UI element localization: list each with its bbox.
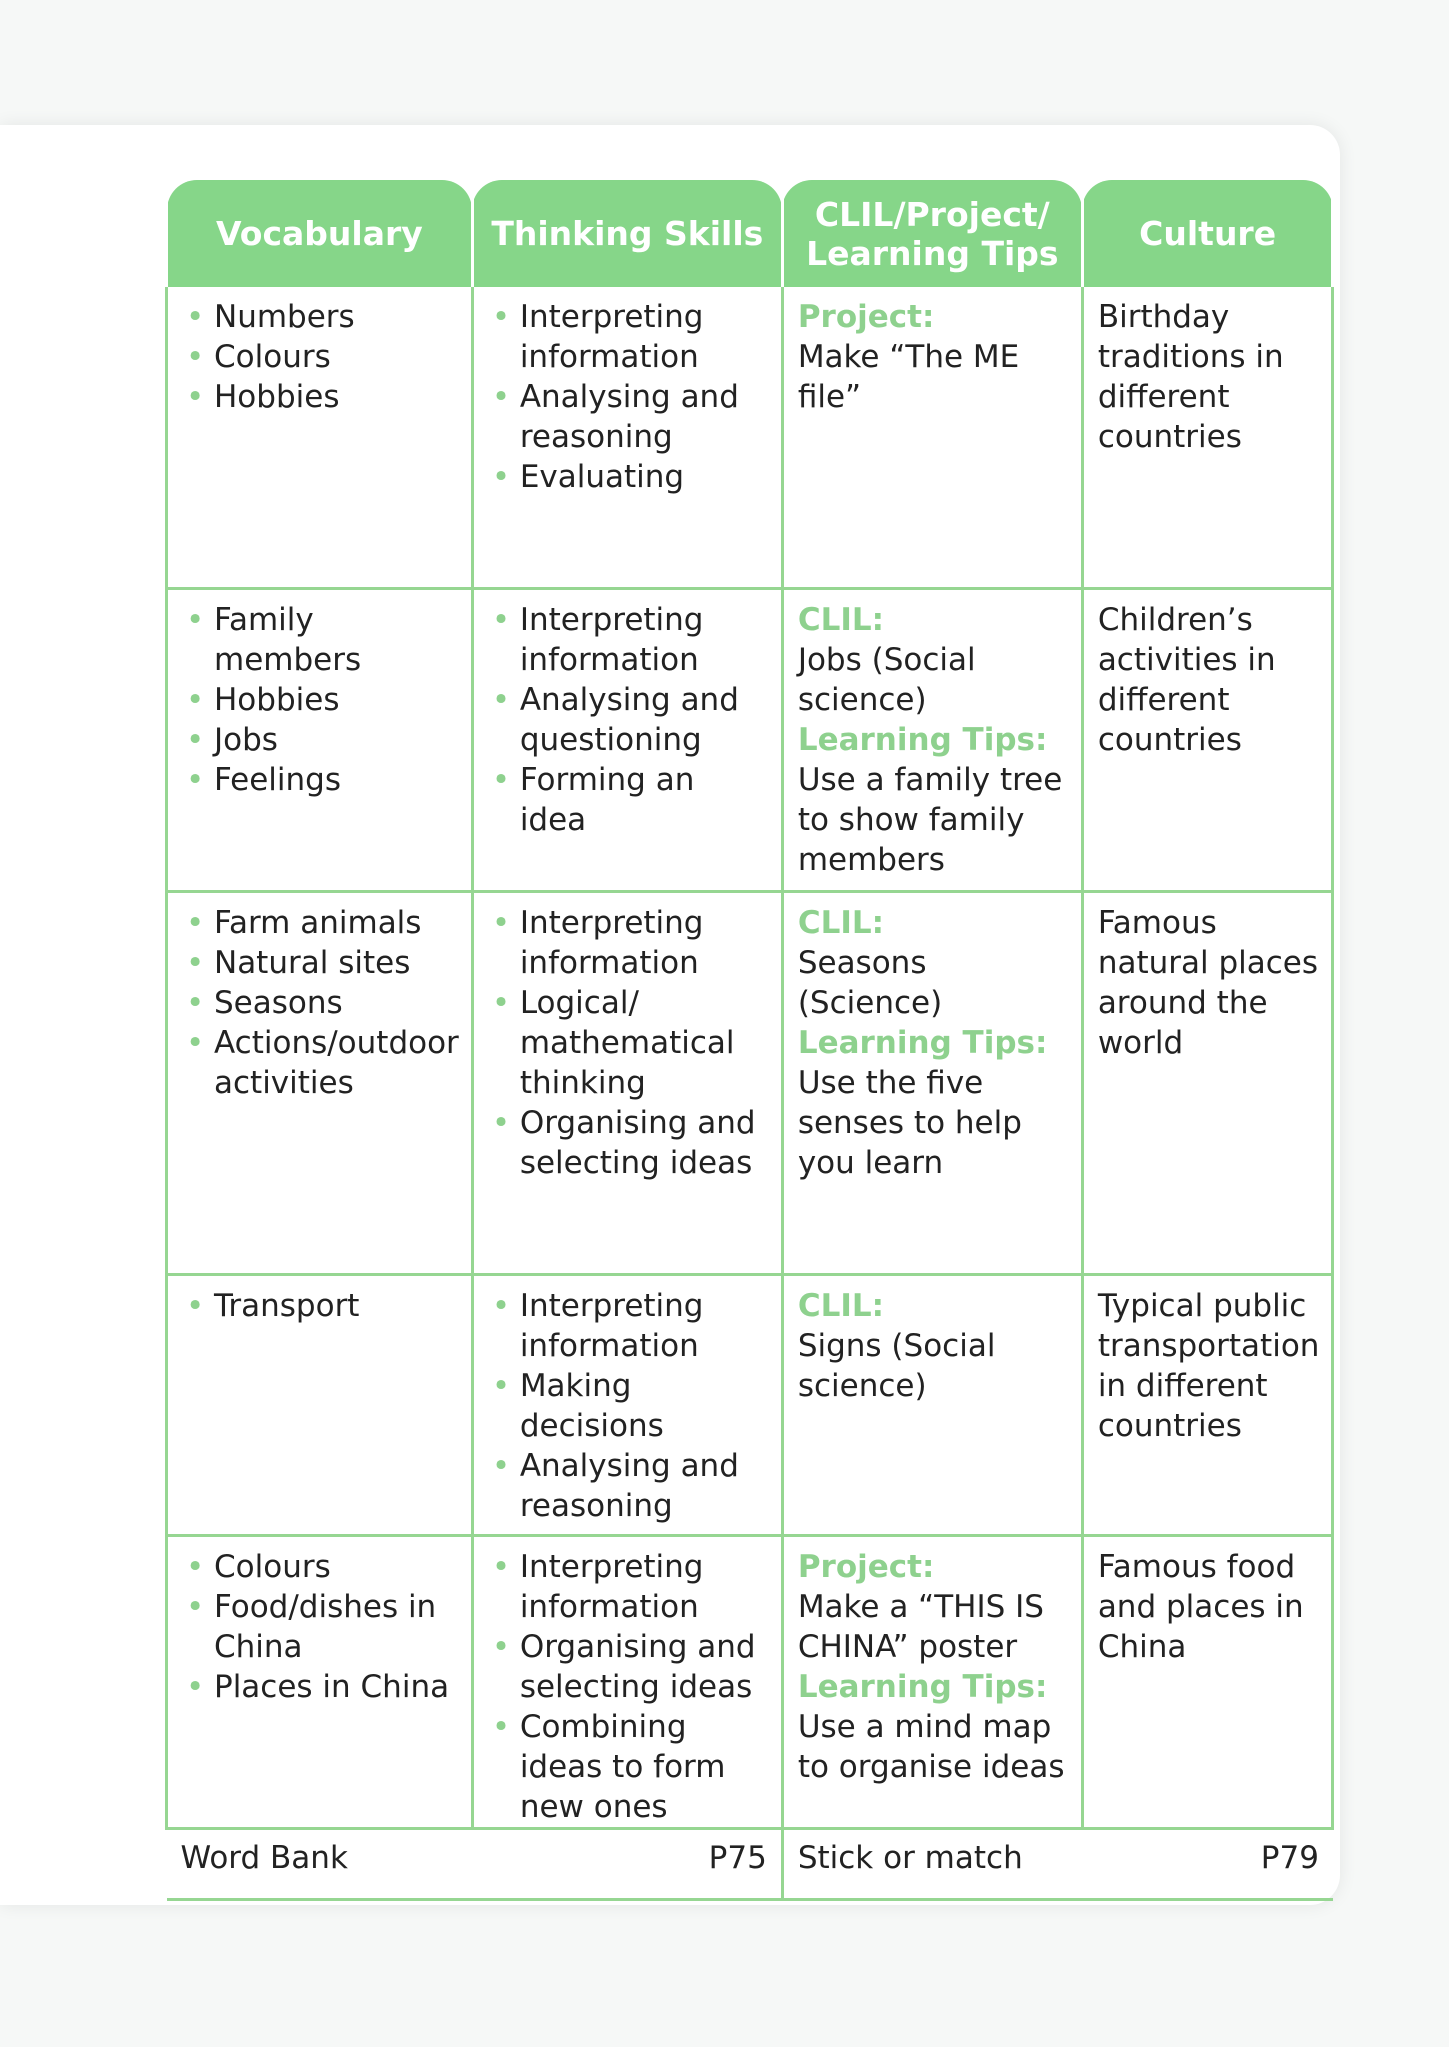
list-item: • Interpreting information bbox=[488, 297, 769, 377]
stick-or-match-page: P79 bbox=[1260, 1840, 1319, 1876]
word-bank-page: P75 bbox=[708, 1840, 767, 1876]
thinking-skills-cell bbox=[472, 287, 782, 589]
table-row bbox=[167, 1275, 1333, 1536]
list-item: • Jobs bbox=[182, 720, 459, 760]
thinking-skills-cell bbox=[472, 589, 782, 892]
clil-cell bbox=[782, 1275, 1082, 1536]
list-item: • Natural sites bbox=[182, 943, 459, 983]
word-bank-label: Word Bank bbox=[180, 1840, 348, 1876]
list-item: • Interpreting information bbox=[488, 903, 769, 983]
list-item: • Forming an idea bbox=[488, 760, 769, 840]
clil-label: Learning Tips: bbox=[797, 1025, 1048, 1061]
clil-text: Use a family tree to show family members bbox=[797, 762, 1063, 878]
list-item: • Interpreting information bbox=[488, 1286, 769, 1366]
table-row bbox=[167, 589, 1333, 892]
table-row bbox=[167, 892, 1333, 1275]
clil-text: Seasons (Science) bbox=[797, 945, 943, 1021]
vocabulary-cell bbox=[167, 892, 473, 1275]
list-item: • Interpreting information bbox=[488, 600, 769, 680]
list-item: • Colours bbox=[182, 337, 459, 377]
clil-label: Learning Tips: bbox=[797, 1669, 1048, 1705]
clil-cell bbox=[782, 1536, 1082, 1829]
list-item: • Numbers bbox=[182, 297, 459, 337]
header-row bbox=[167, 180, 1333, 287]
clil-text: Make a “THIS IS CHINA” poster bbox=[797, 1589, 1044, 1665]
list-item: • Combining ideas to form new ones bbox=[488, 1707, 769, 1827]
list-item: • Actions/outdoor activities bbox=[182, 1023, 459, 1103]
vocabulary-cell bbox=[167, 1536, 473, 1829]
table-row bbox=[167, 287, 1333, 589]
culture-cell: Typical public transportation in different countries bbox=[1082, 1275, 1333, 1536]
list-item: • Analysing and reasoning bbox=[488, 1446, 769, 1526]
clil-text: Signs (Social science) bbox=[797, 1328, 996, 1404]
clil-label: CLIL: bbox=[797, 1288, 885, 1324]
header-vocabulary: Vocabulary bbox=[167, 180, 473, 287]
list-item: • Logical/ mathematical thinking bbox=[488, 983, 769, 1103]
header-thinking-skills: Thinking Skills bbox=[472, 180, 782, 287]
clil-label: Project: bbox=[797, 299, 935, 335]
clil-label: Project: bbox=[797, 1549, 935, 1585]
list-item: • Making decisions bbox=[488, 1366, 769, 1446]
header-culture: Culture bbox=[1082, 180, 1333, 287]
thinking-skills-cell bbox=[472, 892, 782, 1275]
clil-text: Use a mind map to organise ideas bbox=[797, 1709, 1065, 1785]
header-clil: CLIL/Project/ Learning Tips bbox=[782, 180, 1082, 287]
footer-row bbox=[167, 1829, 1333, 1900]
clil-label: CLIL: bbox=[797, 602, 885, 638]
culture-cell: Children’s activities in different countries bbox=[1082, 589, 1333, 892]
list-item: • Places in China bbox=[182, 1667, 459, 1707]
list-item: • Family members bbox=[182, 600, 459, 680]
thinking-skills-cell bbox=[472, 1536, 782, 1829]
clil-cell bbox=[782, 589, 1082, 892]
clil-label: Learning Tips: bbox=[797, 722, 1048, 758]
stick-or-match-label: Stick or match bbox=[797, 1840, 1023, 1876]
culture-cell: Birthday traditions in different countries bbox=[1082, 287, 1333, 589]
vocabulary-cell bbox=[167, 1275, 473, 1536]
list-item: • Hobbies bbox=[182, 377, 459, 417]
list-item: • Analysing and questioning bbox=[488, 680, 769, 760]
list-item: • Organising and selecting ideas bbox=[488, 1627, 769, 1707]
list-item: • Seasons bbox=[182, 983, 459, 1023]
culture-cell: Famous natural places around the world bbox=[1082, 892, 1333, 1275]
list-item: • Transport bbox=[182, 1286, 459, 1326]
clil-cell bbox=[782, 287, 1082, 589]
list-item: • Interpreting information bbox=[488, 1547, 769, 1627]
clil-text: Use the five senses to help you learn bbox=[797, 1065, 1022, 1181]
syllabus-table bbox=[165, 180, 1334, 1901]
footer-right bbox=[782, 1829, 1333, 1900]
list-item: • Colours bbox=[182, 1547, 459, 1587]
table-row bbox=[167, 1536, 1333, 1829]
clil-text: Jobs (Social science) bbox=[797, 642, 976, 718]
vocabulary-cell bbox=[167, 589, 473, 892]
culture-cell: Famous food and places in China bbox=[1082, 1536, 1333, 1829]
list-item: • Hobbies bbox=[182, 680, 459, 720]
vocabulary-cell bbox=[167, 287, 473, 589]
list-item: • Feelings bbox=[182, 760, 459, 800]
thinking-skills-cell bbox=[472, 1275, 782, 1536]
clil-label: CLIL: bbox=[797, 905, 885, 941]
list-item: • Food/dishes in China bbox=[182, 1587, 459, 1667]
list-item: • Organising and selecting ideas bbox=[488, 1103, 769, 1183]
clil-text: Make “The ME file” bbox=[797, 339, 1020, 415]
clil-cell bbox=[782, 892, 1082, 1275]
list-item: • Evaluating bbox=[488, 457, 769, 497]
list-item: • Analysing and reasoning bbox=[488, 377, 769, 457]
footer-left bbox=[167, 1829, 783, 1900]
list-item: • Farm animals bbox=[182, 903, 459, 943]
